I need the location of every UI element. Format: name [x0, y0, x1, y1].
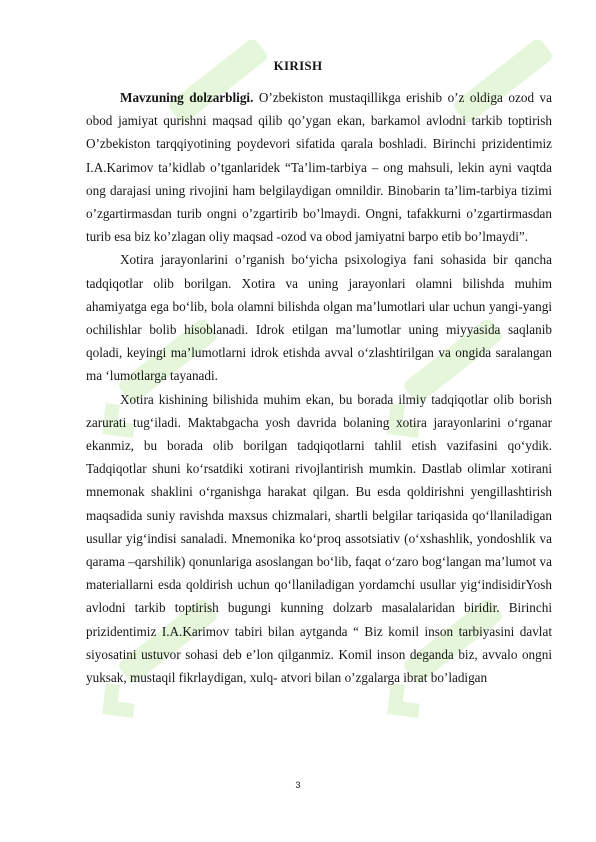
paragraph-lead: Mavzuning dolzarbligi. [120, 90, 254, 105]
paragraph-text: Xotira jarayonlarini o’rganish bo‘yicha psixologiya fani sohasida bir qancha tadqiqotlar olib borilgan. Xotira va uning jarayonlari olamni bilishda muhim ahamiyatga ega bo‘lib, bola olamni bilishda olgan ma’lumotlari ular uchun yangi-yangi ochilishlar bolib hisoblanadi. Idrok etilgan ma’lumotlar uning miyyasida saqlanib qoladi, keyingi ma’lumotlarni idrok etishda avval o‘zlashtirilgan va ongida saralangan ma ‘lumotlarga tayanadi. [86, 252, 552, 384]
paragraph-text: O’zbekiston mustaqillikga erishib o’z oldiga ozod va obod jamiyat qurishni maqsad qilib qo’ygan ekan, barkamol avlodni tarkib toptirish O’zbekiston tarqqiyotining poydevori sifatida qarala boshladi. Birinchi prizidentimiz I.A.Karimov ta’kidlab o’tganlaridek “Ta’lim-tarbiya – ong mahsuli, lekin ayni vaqtda ong darajasi uning rivojini ham belgilaydigan omnildir. Binobarin ta’lim-tarbiya tizimi o’zgartirmasdan turib ongni o’zgartirib bo’lmaydi. Ongni, tafakkurni o’zgartirmasdan turib esa biz ko’zlagan oliy maqsad -ozod va obod jamiyatni barpo etib bo’lmaydi”. [86, 90, 552, 245]
body-text [86, 86, 552, 689]
paragraph-text: Xotira kishining bilishida muhim ekan, bu borada ilmiy tadqiqotlar olib borish zarurati tug‘iladi. Maktabgacha yosh davrida bolaning xotira jarayonlarini o‘rganar ekanmiz, bu borada olib borilgan tadqiqotlarni tahlil etish vazifasini qo‘ydik. Tadqiqotlar shuni ko‘rsatdiki xotirani rivojlantirish mumkin. Dastlab olimlar xotirani mnemonak shaklini o‘rganishga harakat qilgan. Bu esda qoldirishni yengillashtirish maqsadida suniy ravishda maxsus chizmalari, shartli belgilar tariqasida qo‘llaniladigan usullar yig‘indisi sanaladi. Mnemonika ko‘proq assotsiativ (o‘xshashlik, yondoshlik va qarama –qarshilik) qonunlariga asoslangan bo‘lib, faqat o‘zaro bog‘langan ma’lumot va materiallarni esda qoldirish uchun qo‘llaniladigan yordamchi usullar yig‘indisidirYosh avlodni tarkib toptirish bugungi kunning dolzarb masalalaridan biridir. Birinchi prizidentimiz I.A.Karimov tabiri bilan aytganda “ Biz komil inson tarbiyasini davlat siyosatini ustuvor sohasi deb e’lon qilganmiz. Komil inson deganda biz, avvalo ongni yuksak, mustaqil fikrlaydigan, xulq- atvori bilan o’zgalarga ibrat bo’ladigan [86, 391, 552, 686]
page-number: 3 [295, 780, 301, 790]
paragraph [86, 86, 552, 248]
paragraph [86, 248, 552, 387]
paragraph [86, 388, 552, 690]
page-title: KIRISH [273, 58, 323, 73]
